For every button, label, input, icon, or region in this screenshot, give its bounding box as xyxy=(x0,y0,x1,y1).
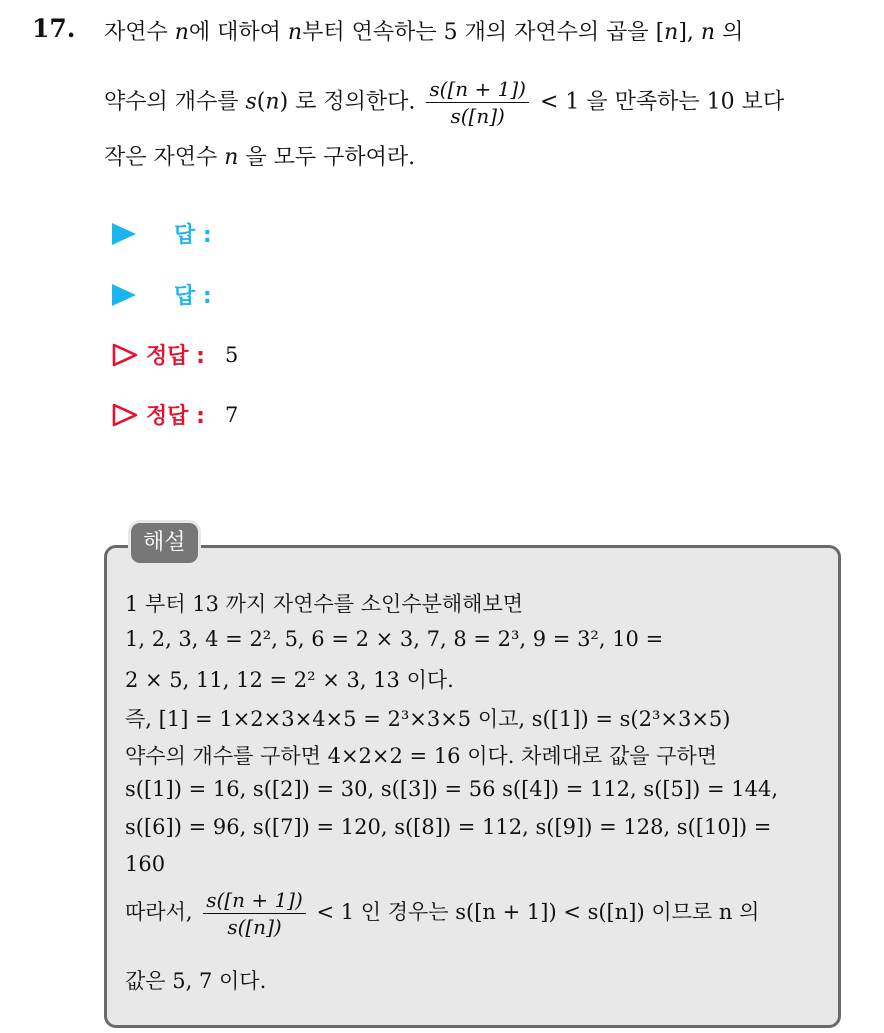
question-text: 에 대하여 xyxy=(188,20,288,45)
correct-answer-label: 정답 : xyxy=(146,404,205,429)
solution-final: 값은 5, 7 이다. xyxy=(125,969,267,993)
play-triangle-icon xyxy=(112,223,136,245)
solution-line: 160 xyxy=(125,852,166,876)
solution-conclusion xyxy=(125,887,759,940)
solution-fraction xyxy=(203,887,306,940)
answer-field-1[interactable] xyxy=(112,218,212,249)
var-n: n xyxy=(700,20,716,45)
question-number: 17. xyxy=(32,14,76,43)
question-fraction xyxy=(426,76,529,129)
question-line-1 xyxy=(104,15,743,46)
solution-line: 2 × 5, 11, 12 = 2² × 3, 13 이다. xyxy=(125,668,454,692)
fraction-numerator: s([n + 1]) xyxy=(203,887,306,914)
correct-answer-value: 7 xyxy=(224,402,239,427)
solution-line: 약수의 개수를 구하면 4×2×2 = 16 이다. 차례대로 값을 구하면 xyxy=(125,744,718,768)
fraction-numerator: s([n + 1]) xyxy=(426,76,529,103)
answer-label: 답 : xyxy=(174,284,212,309)
outline-triangle-icon xyxy=(112,343,138,367)
fraction-denominator: s([n]) xyxy=(227,915,282,939)
question-text: 자연수 xyxy=(104,20,175,45)
solution-line: 1, 2, 3, 4 = 2², 5, 6 = 2 × 3, 7, 8 = 2³, 9 = 3², 10 = xyxy=(125,627,664,651)
correct-answer-value: 5 xyxy=(224,342,239,367)
solution-line: s([6]) = 96, s([7]) = 120, s([8]) = 112, s([9]) = 128, s([10]) = xyxy=(125,815,772,839)
question-text: 의 xyxy=(715,20,744,45)
question-line-3 xyxy=(104,140,415,171)
question-text: 부터 연속하는 5 개의 자연수의 곱을 [ xyxy=(302,20,665,45)
var-n: n xyxy=(224,145,239,170)
question-text: 약수의 개수를 xyxy=(104,89,246,115)
correct-answer-label: 정답 : xyxy=(146,344,205,369)
answer-field-2[interactable] xyxy=(112,279,212,310)
var-n: n xyxy=(265,89,280,115)
question-text: < 1 을 만족하는 10 보다 xyxy=(532,89,785,115)
question-text: 작은 자연수 xyxy=(104,145,225,170)
answer-label: 답 : xyxy=(174,223,212,248)
question-text: ( xyxy=(256,89,266,115)
var-s: s xyxy=(245,89,257,115)
correct-answer-2 xyxy=(112,399,238,430)
fraction-denominator: s([n]) xyxy=(450,104,505,128)
question-text: 을 모두 구하여라. xyxy=(238,145,416,170)
var-n: n xyxy=(287,20,303,45)
question-text: ], xyxy=(678,20,701,45)
solution-text: < 1 인 경우는 s([n + 1]) < s([n]) 이므로 n 의 xyxy=(309,900,760,924)
solution-line: 즉, [1] = 1×2×3×4×5 = 2³×3×5 이고, s([1]) = s(2³×3×5) xyxy=(125,707,731,731)
correct-answer-1 xyxy=(112,339,238,370)
outline-triangle-icon xyxy=(112,403,138,427)
var-n: n xyxy=(174,20,189,45)
solution-text: 따라서, xyxy=(125,900,200,924)
question-line-2 xyxy=(104,76,784,129)
var-n: n xyxy=(664,20,679,45)
solution-title: 해설 xyxy=(131,523,198,563)
solution-line: 1 부터 13 까지 자연수를 소인수분해해보면 xyxy=(125,592,524,616)
solution-line: s([1]) = 16, s([2]) = 30, s([3]) = 56 s([4]) = 112, s([5]) = 144, xyxy=(125,777,779,801)
play-triangle-icon xyxy=(112,284,136,306)
question-text: ) 로 정의한다. xyxy=(279,89,423,115)
